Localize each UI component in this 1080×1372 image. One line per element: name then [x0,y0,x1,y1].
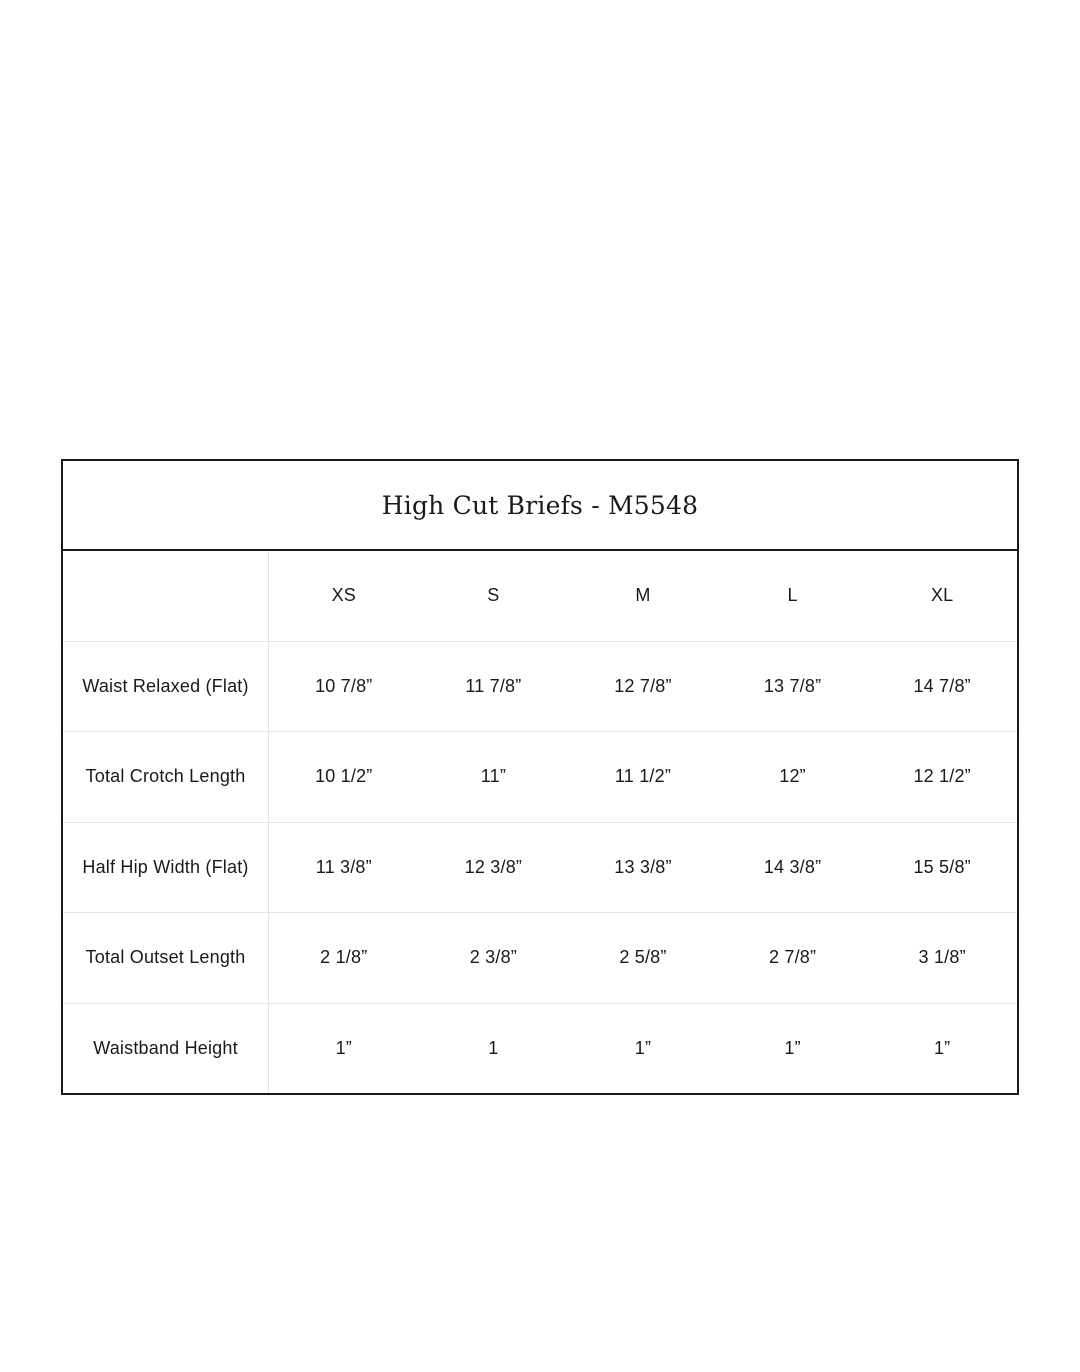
size-header: M [635,585,651,606]
table-row [63,641,1017,732]
measurement-cell: 12” [779,766,806,787]
measurement-cell: 1” [335,1037,352,1058]
measurement-cell: 12 3/8” [464,856,523,877]
size-grid [63,551,1017,1093]
table-row [63,912,1017,1003]
table-row [63,1003,1017,1094]
row-label: Waist Relaxed (Flat) [63,642,269,732]
size-chart-table [61,459,1019,1095]
measurement-cell: 10 1/2” [315,766,373,787]
table-row [63,731,1017,822]
measurement-cell: 12 7/8” [614,675,672,696]
measurement-cell: 11” [480,766,507,787]
measurement-cell: 11 7/8” [465,675,522,696]
row-label: Total Crotch Length [63,732,269,822]
measurement-cell: 11 1/2” [614,766,672,787]
measurement-cell: 2 1/8” [320,947,368,968]
measurement-cell: 11 3/8” [315,856,372,877]
size-header: XS [331,585,356,606]
measurement-cell: 14 3/8” [763,856,822,877]
size-header: S [487,585,500,606]
measurement-cell: 2 7/8” [768,947,817,968]
corner-cell [63,551,269,641]
row-label: Total Outset Length [63,913,269,1003]
row-label: Waistband Height [63,1004,269,1094]
header-row [63,551,1017,641]
measurement-cell: 12 1/2” [913,766,971,787]
measurement-cell: 13 7/8” [763,675,822,696]
size-header: L [787,585,798,606]
measurement-cell: 1” [933,1037,951,1058]
measurement-cell: 2 5/8” [619,947,667,968]
measurement-cell: 1 [488,1037,499,1058]
measurement-cell: 3 1/8” [918,947,966,968]
row-label: Half Hip Width (Flat) [63,823,269,913]
size-header: XL [930,585,954,606]
table-row [63,822,1017,913]
chart-title: High Cut Briefs - M5548 [63,461,1017,551]
measurement-cell: 10 7/8” [315,675,373,696]
measurement-cell: 15 5/8” [913,856,971,877]
measurement-cell: 13 3/8” [614,856,672,877]
measurement-cell: 14 7/8” [913,675,971,696]
measurement-cell: 1” [784,1037,801,1058]
measurement-cell: 2 3/8” [469,947,517,968]
measurement-cell: 1” [634,1037,652,1058]
